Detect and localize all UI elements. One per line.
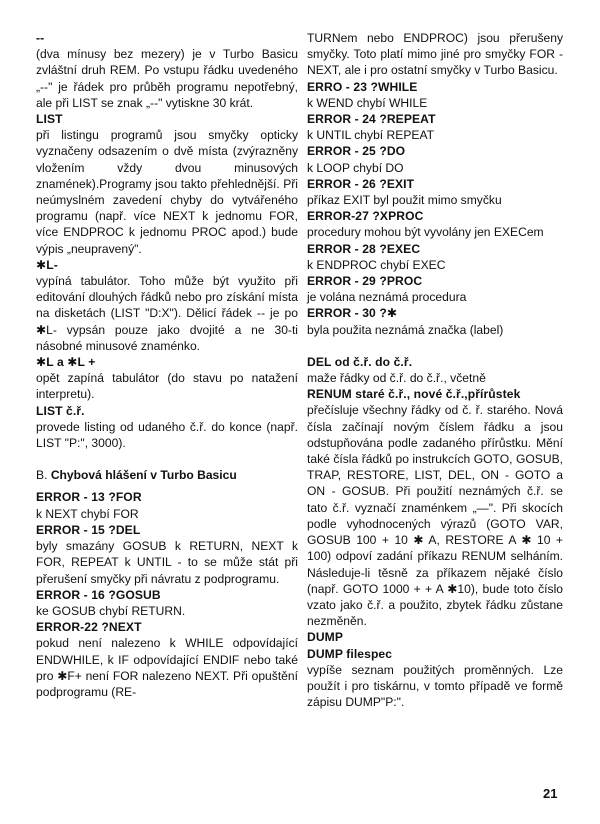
paragraph: při listingu programů jsou smyčky opticky vyznačeny odsazením o dvě místa (zvýrazněny vložením vždy dvou minusových znamének).Programy jsou takto přehlednější. Při neúmyslném zavedení chyby do vytvářeného programu (např. více NEXT k jednomu FOR, více ENDPROC k jednomu PROC apod.) bude výpis „neupravený". bbox=[36, 128, 298, 256]
error-heading: ERROR - 26 ?EXIT bbox=[307, 176, 415, 191]
paragraph: (dva mínusy bez mezery) je v Turbo Basicu zvláštní druh REM. Po vstupu řádku uvedeného „--" je řádek pro průběh programu nepotřebný, ale při LIST se znak „--" vytiskne 30 krát. bbox=[36, 47, 298, 110]
heading-tab-off: ✱L- bbox=[36, 257, 58, 272]
paragraph: vypíše seznam použitých proměnných. Lze použít i pro tiskárnu, v tomto případě ve formě zápisu DUMP"P:". bbox=[307, 662, 563, 710]
error-heading: ERROR - 28 ?EXEC bbox=[307, 241, 421, 256]
heading-double-minus: -- bbox=[36, 31, 45, 45]
paragraph: je volána neznámá procedura bbox=[307, 290, 467, 305]
heading-dump: DUMP bbox=[307, 630, 344, 645]
paragraph: ke GOSUB chybí RETURN. bbox=[36, 603, 186, 618]
section-heading bbox=[36, 467, 298, 483]
paragraph: vypíná tabulátor. Toho může být využito při editování dlouhých řádků nebo pro získání místa na disketách (LIST "D:X"). Dělicí řádek -- je po ✱L- vypsán pouze jako dvojité a ne 30-ti násobné minusové znaménko. bbox=[36, 274, 298, 353]
paragraph: maže řádky od č.ř. do č.ř., včetně bbox=[307, 371, 486, 386]
heading-list: LIST bbox=[36, 112, 63, 127]
heading-tab-on: ✱L a ✱L + bbox=[36, 355, 96, 370]
error-heading: ERROR - 30 ?✱ bbox=[307, 306, 398, 321]
heading-del: DEL od č.ř. do č.ř. bbox=[307, 354, 413, 369]
paragraph: TURNem nebo ENDPROC) jsou přerušeny smyčky. Toto platí mimo jiné pro smyčky FOR - NEXT, ale i pro ostatní smyčky v Turbo Basicu. bbox=[307, 31, 563, 78]
heading-dump-filespec: DUMP filespec bbox=[307, 646, 393, 661]
paragraph: k WEND chybí WHILE bbox=[307, 95, 428, 110]
paragraph: byla použita neznámá značka (label) bbox=[307, 322, 504, 337]
paragraph: k NEXT chybí FOR bbox=[36, 506, 139, 521]
error-heading: ERROR - 13 ?FOR bbox=[36, 490, 142, 505]
paragraph: k LOOP chybí DO bbox=[307, 160, 404, 175]
right-column bbox=[307, 30, 563, 710]
paragraph: provede listing od udaného č.ř. do konce (např. LIST "P:", 3000). bbox=[36, 419, 298, 451]
error-heading: ERROR-22 ?NEXT bbox=[36, 620, 142, 635]
error-heading: ERRO - 23 ?WHILE bbox=[307, 79, 418, 94]
spacer bbox=[36, 451, 298, 467]
heading-list-line: LIST č.ř. bbox=[36, 403, 85, 418]
paragraph: k UNTIL chybí REPEAT bbox=[307, 128, 435, 143]
left-column bbox=[36, 30, 298, 700]
error-heading: ERROR - 16 ?GOSUB bbox=[36, 587, 161, 602]
paragraph: opět zapíná tabulátor (do stavu po natažení interpretu). bbox=[36, 371, 298, 402]
error-heading: ERROR - 25 ?DO bbox=[307, 144, 406, 159]
paragraph: pokud není nalezeno k WHILE odpovídající ENDWHILE, k IF odpovídající ENDIF nebo také pro ✱F+ není FOR nalezeno NEXT. Při opuštění podprogramu (RE- bbox=[36, 636, 298, 699]
section-prefix: B. bbox=[36, 468, 48, 483]
spacer bbox=[307, 338, 563, 354]
error-heading: ERROR - 24 ?REPEAT bbox=[307, 112, 436, 127]
paragraph: příkaz EXIT byl použit mimo smyčku bbox=[307, 193, 502, 208]
section-title: Chybová hlášení v Turbo Basicu bbox=[50, 468, 237, 483]
page-number: 21 bbox=[543, 786, 558, 801]
paragraph: procedury mohou být vyvolány jen EXECem bbox=[307, 225, 544, 240]
error-heading: ERROR-27 ?XPROC bbox=[307, 209, 424, 224]
error-heading: ERROR - 29 ?PROC bbox=[307, 274, 423, 289]
heading-renum: RENUM staré č.ř., nové č.ř.,přírůstek bbox=[307, 387, 521, 402]
error-heading: ERROR - 15 ?DEL bbox=[36, 522, 141, 537]
paragraph: přečísluje všechny řádky od č. ř. starého. Nová čísla začínají novým číslem řádku a jsou odstupňována podle zadaného přírůstku. Mění také čísla řádků po instrukcích GOTO, GOSUB, TRAP, RESTORE, LIST, DEL, ON - GOTO a ON - GOSUB. Při použití neznámých č.ř. se tato č.ř. vyznačí znaménkem „—". Při skocích podle vyhodnocených výrazů (GOTO VAR, GOSUB 100 + 10 ✱ A, RESTORE A ✱ 10 + 100) odpoví zadání příkazu RENUM selháním. Následuje-li těsně za příkazem nějaké číslo (např. GOTO 1000 + + A ✱10), bude toto číslo vzato jako č.ř. a použito, zbytek řádku zůstane nezměněn. bbox=[307, 403, 563, 629]
paragraph: k ENDPROC chybí EXEC bbox=[307, 257, 446, 272]
paragraph: byly smazány GOSUB k RETURN, NEXT k FOR, REPEAT k UNTIL - to se může stát při přerušení smyčky při návratu z podprogramu. bbox=[36, 539, 298, 586]
